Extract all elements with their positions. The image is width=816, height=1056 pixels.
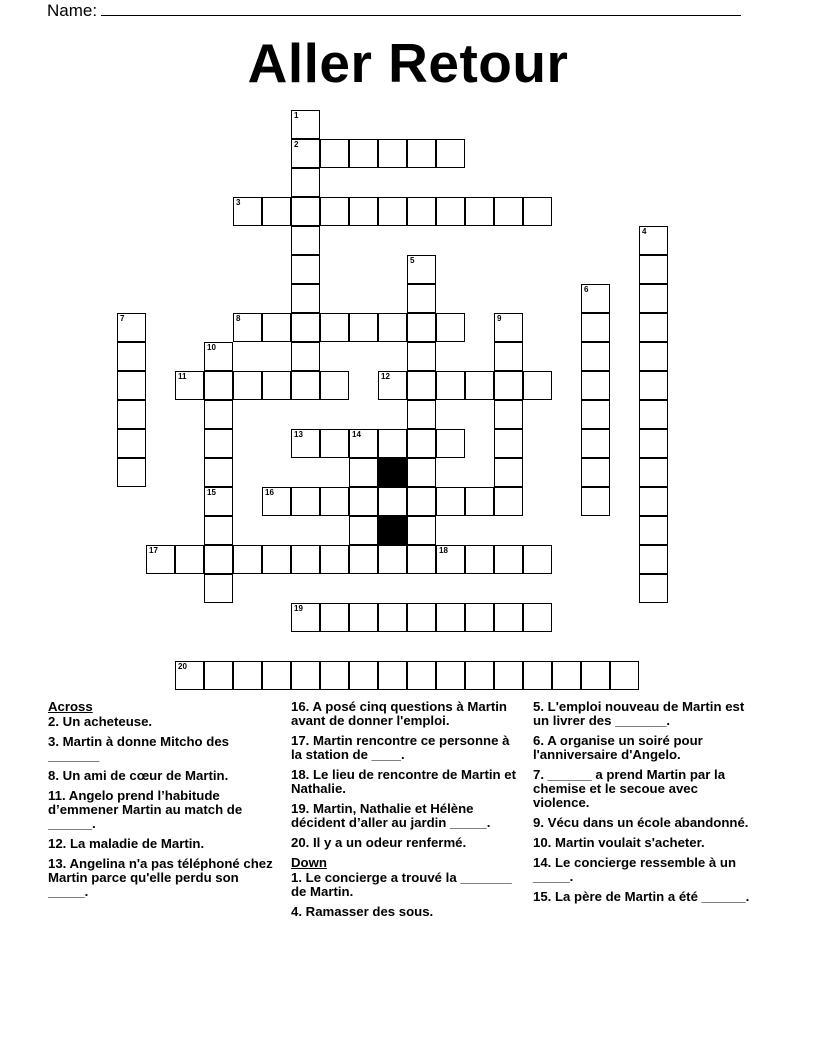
clue-number: 8: [48, 768, 56, 783]
clue-text: Vécu dans un école abandonné.: [547, 815, 749, 830]
clue-text: L'emploi nouveau de Martin est un livrer des _______.: [533, 699, 745, 728]
grid-cell[interactable]: [436, 603, 465, 632]
grid-cell[interactable]: [349, 603, 378, 632]
grid-cell[interactable]: [291, 110, 320, 139]
cell-number: 2: [294, 140, 299, 149]
grid-cell[interactable]: [291, 429, 320, 458]
grid-cell[interactable]: [639, 458, 668, 487]
grid-cell[interactable]: [349, 487, 378, 516]
clue-text: Angelo prend l’habitude d’emmener Martin au match de ______.: [48, 788, 243, 831]
grid-cell[interactable]: [233, 197, 262, 226]
grid-cell[interactable]: [407, 516, 436, 545]
grid-cell[interactable]: [320, 603, 349, 632]
grid-cell[interactable]: [494, 429, 523, 458]
clue-number: 18: [291, 767, 306, 782]
clue-text: Un acheteuse.: [62, 714, 153, 729]
grid-cell[interactable]: [494, 458, 523, 487]
grid-cell[interactable]: [552, 661, 581, 690]
grid-cell[interactable]: [494, 313, 523, 342]
grid-cell[interactable]: [494, 661, 523, 690]
block-cell: [378, 516, 407, 545]
grid-cell[interactable]: [523, 371, 552, 400]
clue-across-11: 11. Angelo prend l’habitude d’emmener Martin au match de ______.: [48, 788, 243, 831]
cell-number: 1: [294, 111, 299, 120]
grid-cell[interactable]: [407, 429, 436, 458]
block-cell: [378, 458, 407, 487]
clue-number: 16: [291, 699, 306, 714]
grid-cell[interactable]: [291, 342, 320, 371]
grid-cell[interactable]: [233, 661, 262, 690]
grid-cell[interactable]: [407, 313, 436, 342]
grid-cell[interactable]: [581, 487, 610, 516]
grid-cell[interactable]: [175, 371, 204, 400]
grid-cell[interactable]: [581, 371, 610, 400]
grid-cell[interactable]: [436, 139, 465, 168]
clue-text: Angelina n'a pas téléphoné chez Martin parce qu'elle perdu son _____.: [48, 856, 273, 899]
grid-cell[interactable]: [204, 429, 233, 458]
grid-cell[interactable]: [233, 313, 262, 342]
clue-down-10: 10. Martin voulait s'acheter.: [533, 835, 705, 850]
cell-number: 15: [207, 488, 216, 497]
cell-number: 5: [410, 256, 415, 265]
grid-cell[interactable]: [523, 603, 552, 632]
clue-text: Martin voulait s'acheter.: [555, 835, 705, 850]
clue-text: A organise un soiré pour l'anniversaire d'Angelo.: [533, 733, 703, 762]
clue-number: 5: [533, 699, 541, 714]
clue-number: 12: [48, 836, 63, 851]
clue-text: La maladie de Martin.: [70, 836, 205, 851]
grid-cell[interactable]: [436, 313, 465, 342]
grid-cell[interactable]: [349, 313, 378, 342]
clue-across-13: 13. Angelina n'a pas téléphoné chez Martin parce qu'elle perdu son _____.: [48, 856, 273, 899]
grid-cell[interactable]: [262, 371, 291, 400]
grid-cell[interactable]: [117, 400, 146, 429]
grid-cell[interactable]: [320, 139, 349, 168]
grid-cell[interactable]: [320, 545, 349, 574]
grid-cell[interactable]: [494, 400, 523, 429]
grid-cell[interactable]: [639, 226, 668, 255]
grid-cell[interactable]: [639, 487, 668, 516]
grid-cell[interactable]: [465, 661, 494, 690]
grid-cell[interactable]: [291, 226, 320, 255]
grid-cell[interactable]: [117, 313, 146, 342]
cell-number: 11: [178, 372, 187, 381]
grid-cell[interactable]: [465, 545, 494, 574]
grid-cell[interactable]: [436, 197, 465, 226]
clue-number: 2: [48, 714, 56, 729]
grid-cell[interactable]: [349, 661, 378, 690]
grid-cell[interactable]: [262, 313, 291, 342]
clue-number: 11: [48, 788, 62, 803]
grid-cell[interactable]: [349, 516, 378, 545]
grid-cell[interactable]: [378, 429, 407, 458]
grid-cell[interactable]: [291, 661, 320, 690]
clue-text: Un ami de cœur de Martin.: [62, 768, 229, 783]
grid-cell[interactable]: [436, 545, 465, 574]
grid-cell[interactable]: [407, 458, 436, 487]
grid-cell[interactable]: [233, 371, 262, 400]
grid-cell[interactable]: [291, 313, 320, 342]
grid-cell[interactable]: [175, 545, 204, 574]
cell-number: 17: [149, 546, 158, 555]
grid-cell[interactable]: [378, 545, 407, 574]
grid-cell[interactable]: [378, 603, 407, 632]
grid-cell[interactable]: [581, 284, 610, 313]
clue-number: 15: [533, 889, 548, 904]
clue-across-19: 19. Martin, Nathalie et Hélène décident d’aller au jardin _____.: [291, 801, 491, 830]
clue-across-8: 8. Un ami de cœur de Martin.: [48, 768, 229, 783]
clue-text: Martin à donne Mitcho des _______: [48, 734, 229, 763]
grid-cell[interactable]: [291, 545, 320, 574]
grid-cell[interactable]: [407, 545, 436, 574]
grid-cell[interactable]: [320, 197, 349, 226]
clue-number: 9: [533, 815, 541, 830]
grid-cell[interactable]: [204, 400, 233, 429]
clue-number: 1: [291, 870, 299, 885]
clue-across-17: 17. Martin rencontre ce personne à la station de ____.: [291, 733, 510, 762]
grid-cell[interactable]: [349, 139, 378, 168]
grid-cell[interactable]: [465, 487, 494, 516]
grid-cell[interactable]: [204, 371, 233, 400]
cell-number: 12: [381, 372, 390, 381]
grid-cell[interactable]: [262, 487, 291, 516]
clue-text: A posé cinq questions à Martin avant de donner l'emploi.: [291, 699, 507, 728]
grid-cell[interactable]: [494, 371, 523, 400]
clue-number: 6: [533, 733, 541, 748]
grid-cell[interactable]: [494, 545, 523, 574]
grid-cell[interactable]: [639, 545, 668, 574]
grid-cell[interactable]: [117, 458, 146, 487]
grid-cell[interactable]: [320, 313, 349, 342]
clue-across-20: 20. Il y a un odeur renfermé.: [291, 835, 467, 850]
across-heading: Across: [48, 699, 93, 714]
clue-across-12: 12. La maladie de Martin.: [48, 836, 205, 851]
clue-number: 3: [48, 734, 56, 749]
down-heading: Down: [291, 855, 327, 870]
cell-number: 10: [207, 343, 216, 352]
grid-cell[interactable]: [146, 545, 175, 574]
grid-cell[interactable]: [378, 197, 407, 226]
cell-number: 16: [265, 488, 274, 497]
grid-cell[interactable]: [494, 487, 523, 516]
grid-cell[interactable]: [639, 255, 668, 284]
grid-cell[interactable]: [291, 487, 320, 516]
clue-number: 14: [533, 855, 548, 870]
cell-number: 4: [642, 227, 647, 236]
clue-number: 19: [291, 801, 306, 816]
grid-cell[interactable]: [407, 371, 436, 400]
grid-cell[interactable]: [494, 197, 523, 226]
cell-number: 13: [294, 430, 303, 439]
grid-cell[interactable]: [639, 313, 668, 342]
clue-down-5: 5. L'emploi nouveau de Martin est un livrer des _______.: [533, 699, 745, 728]
clue-number: 13: [48, 856, 63, 871]
grid-cell[interactable]: [320, 371, 349, 400]
clue-across-16: 16. A posé cinq questions à Martin avant de donner l'emploi.: [291, 699, 507, 728]
name-label: Name:: [47, 1, 98, 20]
grid-cell[interactable]: [407, 400, 436, 429]
grid-cell[interactable]: [262, 661, 291, 690]
grid-cell[interactable]: [465, 603, 494, 632]
grid-cell[interactable]: [204, 574, 233, 603]
grid-cell[interactable]: [494, 342, 523, 371]
cell-number: 8: [236, 314, 241, 323]
grid-cell[interactable]: [117, 342, 146, 371]
grid-cell[interactable]: [262, 197, 291, 226]
grid-cell[interactable]: [639, 284, 668, 313]
clue-down-6: 6. A organise un soiré pour l'anniversaire d'Angelo.: [533, 733, 703, 762]
clue-text: Le concierge ressemble à un _____.: [533, 855, 737, 884]
grid-cell[interactable]: [436, 487, 465, 516]
grid-cell[interactable]: [175, 661, 204, 690]
grid-cell[interactable]: [407, 284, 436, 313]
clue-number: 20: [291, 835, 306, 850]
grid-cell[interactable]: [639, 516, 668, 545]
grid-cell[interactable]: [581, 458, 610, 487]
grid-cell[interactable]: [378, 313, 407, 342]
grid-cell[interactable]: [407, 139, 436, 168]
clue-down-14: 14. Le concierge ressemble à un _____.: [533, 855, 737, 884]
grid-cell[interactable]: [262, 545, 291, 574]
grid-cell[interactable]: [204, 545, 233, 574]
grid-cell[interactable]: [610, 661, 639, 690]
cell-number: 19: [294, 604, 303, 613]
cell-number: 9: [497, 314, 502, 323]
grid-cell[interactable]: [349, 458, 378, 487]
grid-cell[interactable]: [204, 516, 233, 545]
clue-down-15: 15. La père de Martin a été ______.: [533, 889, 750, 904]
clue-text: Ramasser des sous.: [305, 904, 434, 919]
grid-cell[interactable]: [523, 661, 552, 690]
grid-cell[interactable]: [639, 429, 668, 458]
cell-number: 3: [236, 198, 241, 207]
clue-text: Il y a un odeur renfermé.: [313, 835, 467, 850]
grid-cell[interactable]: [378, 371, 407, 400]
grid-cell[interactable]: [639, 574, 668, 603]
grid-cell[interactable]: [204, 487, 233, 516]
clues-column-3: [533, 700, 758, 910]
grid-cell[interactable]: [378, 139, 407, 168]
grid-cell[interactable]: [407, 197, 436, 226]
clue-across-18: 18. Le lieu de rencontre de Martin et Nathalie.: [291, 767, 516, 796]
grid-cell[interactable]: [378, 487, 407, 516]
grid-cell[interactable]: [523, 197, 552, 226]
grid-cell[interactable]: [378, 661, 407, 690]
clue-number: 4: [291, 904, 299, 919]
grid-cell[interactable]: [407, 342, 436, 371]
grid-cell[interactable]: [117, 429, 146, 458]
grid-cell[interactable]: [436, 661, 465, 690]
grid-cell[interactable]: [291, 139, 320, 168]
clue-text: Le concierge a trouvé la _______ de Martin.: [291, 870, 512, 899]
clue-number: 17: [291, 733, 306, 748]
grid-cell[interactable]: [465, 371, 494, 400]
grid-cell[interactable]: [436, 371, 465, 400]
grid-cell[interactable]: [117, 371, 146, 400]
grid-cell[interactable]: [581, 342, 610, 371]
clue-text: Martin, Nathalie et Hélène décident d’aller au jardin _____.: [291, 801, 491, 830]
grid-cell[interactable]: [639, 371, 668, 400]
grid-cell[interactable]: [320, 661, 349, 690]
clue-across-2: 2. Un acheteuse.: [48, 714, 153, 729]
clue-text: ______ a prend Martin par la chemise et le secoue avec violence.: [533, 767, 726, 810]
clues-column-2: [291, 700, 523, 925]
grid-cell[interactable]: [436, 429, 465, 458]
clue-down-9: 9. Vécu dans un école abandonné.: [533, 815, 749, 830]
grid-cell[interactable]: [407, 255, 436, 284]
cell-number: 20: [178, 662, 187, 671]
grid-cell[interactable]: [204, 342, 233, 371]
grid-cell[interactable]: [581, 313, 610, 342]
grid-cell[interactable]: [407, 661, 436, 690]
grid-cell[interactable]: [320, 429, 349, 458]
clue-down-7: 7. ______ a prend Martin par la chemise et le secoue avec violence.: [533, 767, 726, 810]
clue-text: Martin rencontre ce personne à la station de ____.: [291, 733, 510, 762]
grid-cell[interactable]: [581, 400, 610, 429]
grid-cell[interactable]: [494, 603, 523, 632]
grid-cell[interactable]: [291, 603, 320, 632]
clues-column-1: [48, 700, 280, 905]
clue-number: 7: [533, 767, 541, 782]
grid-cell[interactable]: [204, 661, 233, 690]
clue-text: La père de Martin a été ______.: [555, 889, 750, 904]
clue-down-4: 4. Ramasser des sous.: [291, 904, 434, 919]
clue-across-3: 3. Martin à donne Mitcho des _______: [48, 734, 229, 763]
grid-cell[interactable]: [349, 545, 378, 574]
grid-cell[interactable]: [320, 487, 349, 516]
grid-cell[interactable]: [465, 197, 494, 226]
grid-cell[interactable]: [291, 255, 320, 284]
page-title: Aller Retour: [247, 32, 569, 94]
grid-cell[interactable]: [581, 661, 610, 690]
cell-number: 7: [120, 314, 125, 323]
grid-cell[interactable]: [233, 545, 262, 574]
clue-down-1: 1. Le concierge a trouvé la _______ de Martin.: [291, 870, 512, 899]
grid-cell[interactable]: [407, 487, 436, 516]
grid-cell[interactable]: [523, 545, 552, 574]
clue-text: Le lieu de rencontre de Martin et Nathalie.: [291, 767, 516, 796]
grid-cell[interactable]: [291, 371, 320, 400]
grid-cell[interactable]: [204, 458, 233, 487]
grid-cell[interactable]: [639, 400, 668, 429]
grid-cell[interactable]: [349, 429, 378, 458]
grid-cell[interactable]: [581, 429, 610, 458]
grid-cell[interactable]: [639, 342, 668, 371]
grid-cell[interactable]: [349, 197, 378, 226]
grid-cell[interactable]: [291, 197, 320, 226]
clue-number: 10: [533, 835, 548, 850]
cell-number: 14: [352, 430, 361, 439]
cell-number: 18: [439, 546, 448, 555]
grid-cell[interactable]: [291, 168, 320, 197]
grid-cell[interactable]: [291, 284, 320, 313]
cell-number: 6: [584, 285, 589, 294]
grid-cell[interactable]: [407, 603, 436, 632]
